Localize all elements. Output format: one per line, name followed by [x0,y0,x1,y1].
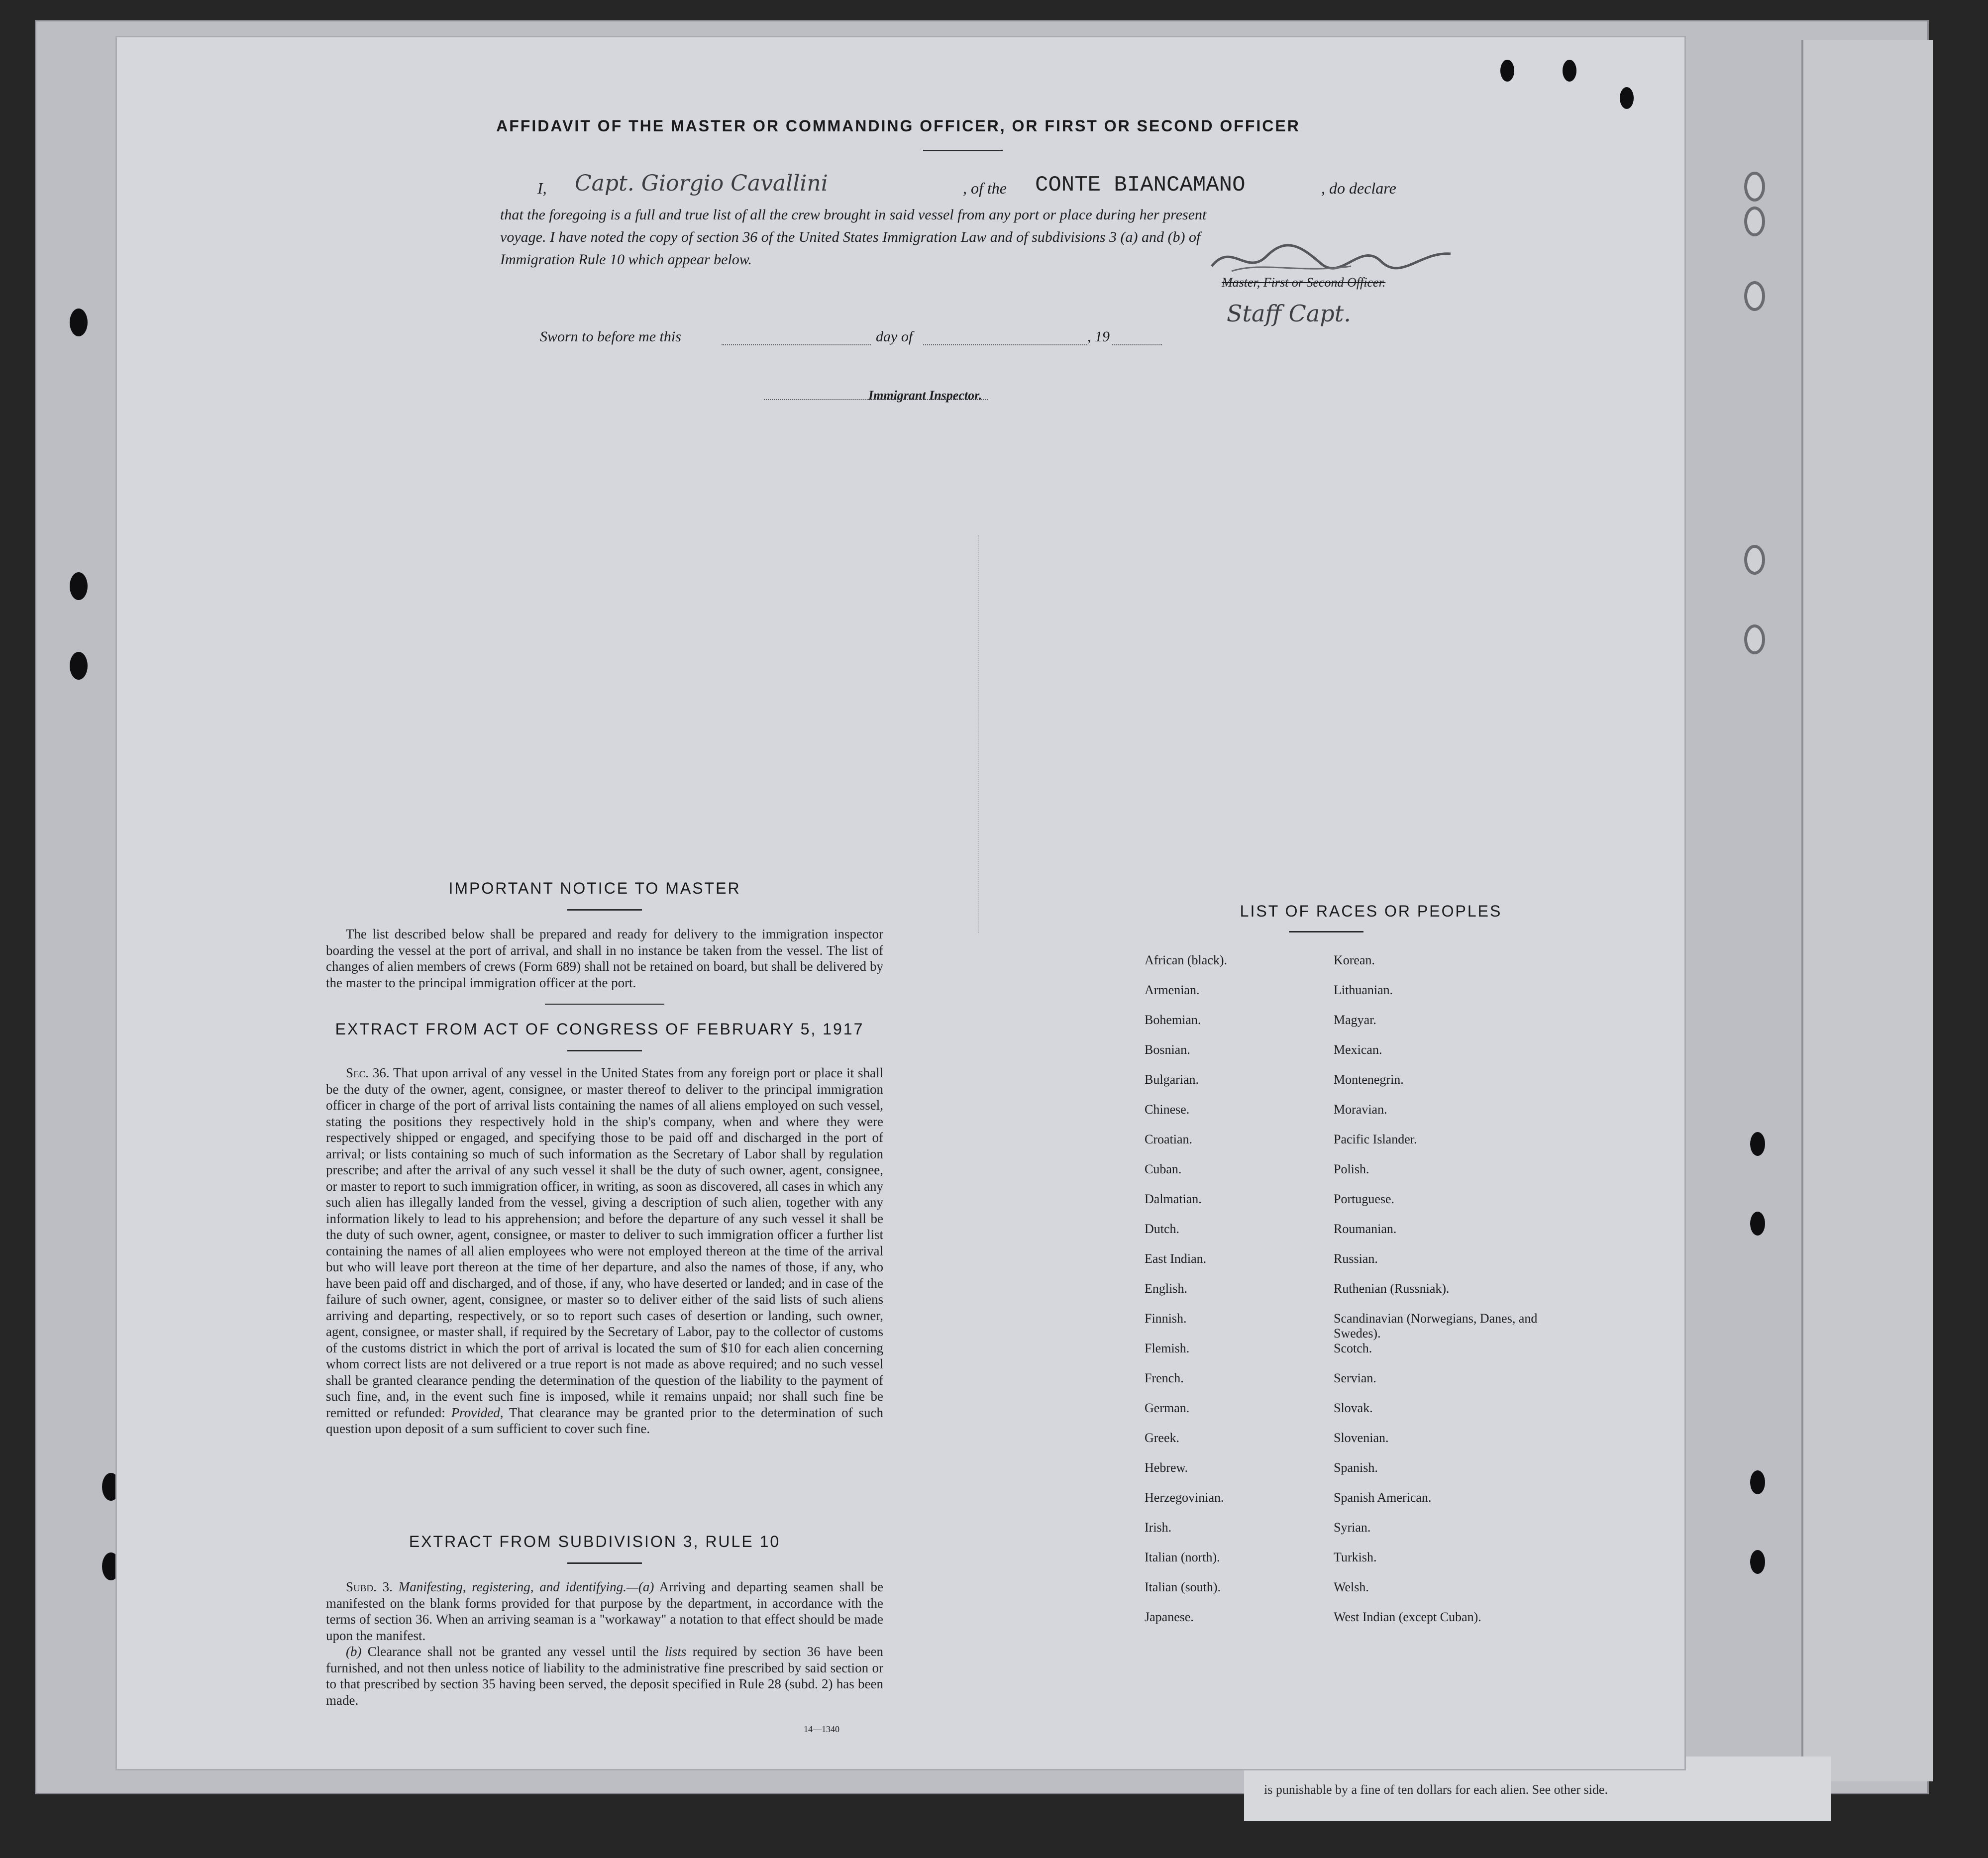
show-through-marks [978,535,989,933]
extract-act-rule [567,1050,642,1051]
race-item: Flemish. [1145,1341,1190,1355]
binder-hole [1750,1212,1765,1236]
race-item: Welsh. [1334,1580,1369,1594]
sworn-month-line [923,343,1087,345]
binder-hole [1750,1132,1765,1156]
punch-hole [1744,172,1765,202]
race-item: African (black). [1145,953,1228,967]
race-item: Herzegovinian. [1145,1490,1224,1505]
race-item: Finnish. [1145,1311,1187,1326]
punch-hole [1744,206,1765,236]
affidavit-do-declare: , do declare [1321,179,1396,197]
sworn-blank-line [722,343,871,345]
race-item: Hebrew. [1145,1460,1188,1475]
notice-paragraph: The list described below shall be prepared and ready for delivery to the immigration inspector boarding the vessel at the port of arrival, and shall in no instance be taken from the vessel. The list of changes of alien members of crews (Form 689) shall not be retained on board, but shall be delivered by the master to the principal immigration officer at the port. [326,927,883,990]
sworn-prefix: Sworn to before me this [540,328,681,345]
sworn-year: , 19 [1087,328,1110,345]
races-right-column [1334,953,1543,1640]
notice-rule [567,909,642,911]
handwritten-captain-name: Capt. Giorgio Cavallini [575,171,828,196]
subd-heading: Manifesting, registering, and identifying.—(a) [398,1579,654,1594]
race-item: Slovak. [1334,1401,1373,1415]
notice-title: IMPORTANT NOTICE TO MASTER [448,879,741,897]
race-item: Japanese. [1145,1610,1194,1624]
race-item: Scandinavian (Norwegians, Danes, and Swedes). [1334,1311,1538,1341]
race-item: Roumanian. [1334,1222,1397,1236]
extract-act-text [326,1065,883,1437]
affidavit-of-the: , of the [963,179,1007,197]
form-number: 14—1340 [804,1724,839,1734]
affidavit-title: AFFIDAVIT OF THE MASTER OR COMMANDING OFFICER, OR FIRST OR SECOND OFFICER [496,117,1300,135]
underlying-sheet-edge [1801,40,1933,1781]
race-item: Dalmatian. [1145,1192,1202,1206]
inspector-caption: Immigrant Inspector. [868,388,982,403]
provided-label: Provided, [451,1405,504,1420]
race-item: Spanish American. [1334,1490,1432,1505]
race-item: East Indian. [1145,1251,1207,1266]
signature-caption: Master, First or Second Officer. [1222,275,1386,290]
race-item: Korean. [1334,953,1375,967]
binder-hole [1563,60,1576,82]
race-item: Armenian. [1145,983,1200,997]
sec-label: Sec. [346,1065,369,1080]
race-item: Bohemian. [1145,1013,1201,1027]
race-item: West Indian (except Cuban). [1334,1610,1481,1624]
race-item: Mexican. [1334,1042,1382,1057]
race-item: Moravian. [1334,1102,1387,1117]
sec-36-text-end: That clearance may be granted prior to the determination of such question upon deposit of a sum sufficient to cover such fine. [326,1405,883,1436]
extract-rule-rule [567,1562,642,1564]
race-item: Ruthenian (Russniak). [1334,1281,1450,1296]
extract-rule-title: EXTRACT FROM SUBDIVISION 3, RULE 10 [409,1533,781,1550]
races-rule [1289,931,1363,932]
affidavit-body-line-3: Immigration Rule 10 which appear below. [500,251,752,268]
race-item: Magyar. [1334,1013,1376,1027]
race-item: Montenegrin. [1334,1072,1404,1087]
binder-hole [70,309,88,336]
race-item: Italian (north). [1145,1550,1220,1564]
affidavit-body-line-2: voyage. I have noted the copy of section 36 of the United States Immigration Law and of subdivisions 3 (a) and (b) of [500,229,1201,245]
race-item: Slovenian. [1334,1431,1389,1445]
notice-text [326,926,883,991]
rule-para-b-lists: lists [664,1644,687,1659]
race-item: Croatian. [1145,1132,1193,1146]
race-item: Syrian. [1334,1520,1371,1535]
rule-para-a: Arriving and departing seamen shall be manifested on the blank forms provided for that purpose by the department, in accordance with the terms of section 36. When an arriving seaman is a "workaway" a notation to that effect should be made upon the manifest. [326,1579,883,1643]
race-item: Italian (south). [1145,1580,1221,1594]
manifest-page [117,37,1684,1769]
affidavit-i-label: I, [537,179,547,197]
race-item: German. [1145,1401,1190,1415]
vessel-name-stamp: CONTE BIANCAMANO [1035,173,1246,198]
punch-hole [1744,624,1765,654]
binder-hole [70,572,88,600]
sworn-year-line [1112,343,1162,345]
punch-hole [1744,281,1765,311]
binder-hole [1750,1470,1765,1494]
underlying-bottom-note: is punishable by a fine of ten dollars for each alien. See other side. [1264,1782,1608,1797]
rule-para-b-1: Clearance shall not be granted any vessel until the [367,1644,659,1659]
race-item: Greek. [1145,1431,1180,1445]
races-left-column [1145,953,1324,1640]
race-item: Turkish. [1334,1550,1377,1564]
race-item: Irish. [1145,1520,1172,1535]
affidavit-body-line-1: that the foregoing is a full and true list of all the crew brought in said vessel from any port or place during her present [500,206,1207,223]
race-item: French. [1145,1371,1184,1385]
extract-act-title: EXTRACT FROM ACT OF CONGRESS OF FEBRUARY 5, 1917 [335,1020,864,1038]
notice-divider [545,1004,664,1005]
race-item: Portuguese. [1334,1192,1395,1206]
race-item: Polish. [1334,1162,1369,1176]
race-item: English. [1145,1281,1187,1296]
binder-hole [1750,1550,1765,1574]
race-item: Russian. [1334,1251,1378,1266]
race-item: Pacific Islander. [1334,1132,1417,1146]
affidavit-rule [923,150,1003,151]
rule-para-b-2: required by section 36 have been furnished, and not then unless notice of liability to the administrative fine prescribed by said section or to that prescribed by section 35 having been served, the deposit specified in Rule 28 (subd. 2) has been made. [326,1644,884,1708]
race-item: Spanish. [1334,1460,1378,1475]
race-item: Bulgarian. [1145,1072,1199,1087]
sworn-day-of: day of [876,328,913,345]
rule-b-label: (b) [346,1644,362,1659]
binder-hole [70,652,88,680]
race-item: Cuban. [1145,1162,1182,1176]
sec-36-text: 36. That upon arrival of any vessel in the United States from any foreign port or place it shall be the duty of the owner, agent, consignee, or master thereof to deliver to the principal immigration officer in charge of the port of arrival lists containing the names of all aliens employed on such vessel, stating the positions they respectively hold in the ship's company, when and where they were respectively shipped or engaged, and specifying those to be paid off and discharged in the port of arrival; or lists containing so much of such information as the Secretary of Labor shall by regulation prescribe; and after the arrival of any such vessel it shall be the duty of such owner, agent, consignee, or master to report to such immigration officer, in writing, as soon as discovered, all cases in which any such alien has illegally landed from the vessel, giving a description of such alien, together with any information likely to lead to his apprehension; and before the departure of any such vessel it shall be the duty of such owner, agent, consignee, or master to deliver to such immigration officer a further list containing the names of all alien employees who were not employed thereon at the time of the arrival but who will leave port thereon at the time of her departure, and also the names of those, if any, who have been paid off and discharged, and of those, if any, who have deserted or landed; and in case of the failure of such owner, agent, consignee, or master so to deliver either of the said lists of such aliens arriving and departing, respectively, or so to report such cases of desertion or landing, such owner, agent, consignee, or master shall, if required by the Secretary of Labor, pay to the collector of customs of the customs district in which the port of arrival is located the sum of $10 for each alien concerning whom correct lists are not delivered or a true report is not made as above required; and no such vessel shall be granted clearance pending the determination of the question of the liability to the payment of such fine, and, in the event such fine is imposed, while it remains unpaid; nor shall such fine be remitted or refunded: [326,1065,883,1420]
race-item: Lithuanian. [1334,983,1393,997]
binder-hole [1620,87,1634,109]
punch-hole [1744,545,1765,575]
race-item: Scotch. [1334,1341,1372,1355]
binder-hole [1500,60,1514,82]
handwritten-staff-title: Staff Capt. [1227,300,1351,327]
subd-label: Subd. 3. [346,1579,393,1594]
race-item: Chinese. [1145,1102,1190,1117]
extract-rule-text [326,1579,883,1708]
race-item: Servian. [1334,1371,1376,1385]
race-item: Bosnian. [1145,1042,1190,1057]
races-title: LIST OF RACES OR PEOPLES [1240,902,1502,920]
officer-signature [1202,236,1461,281]
race-item: Dutch. [1145,1222,1180,1236]
